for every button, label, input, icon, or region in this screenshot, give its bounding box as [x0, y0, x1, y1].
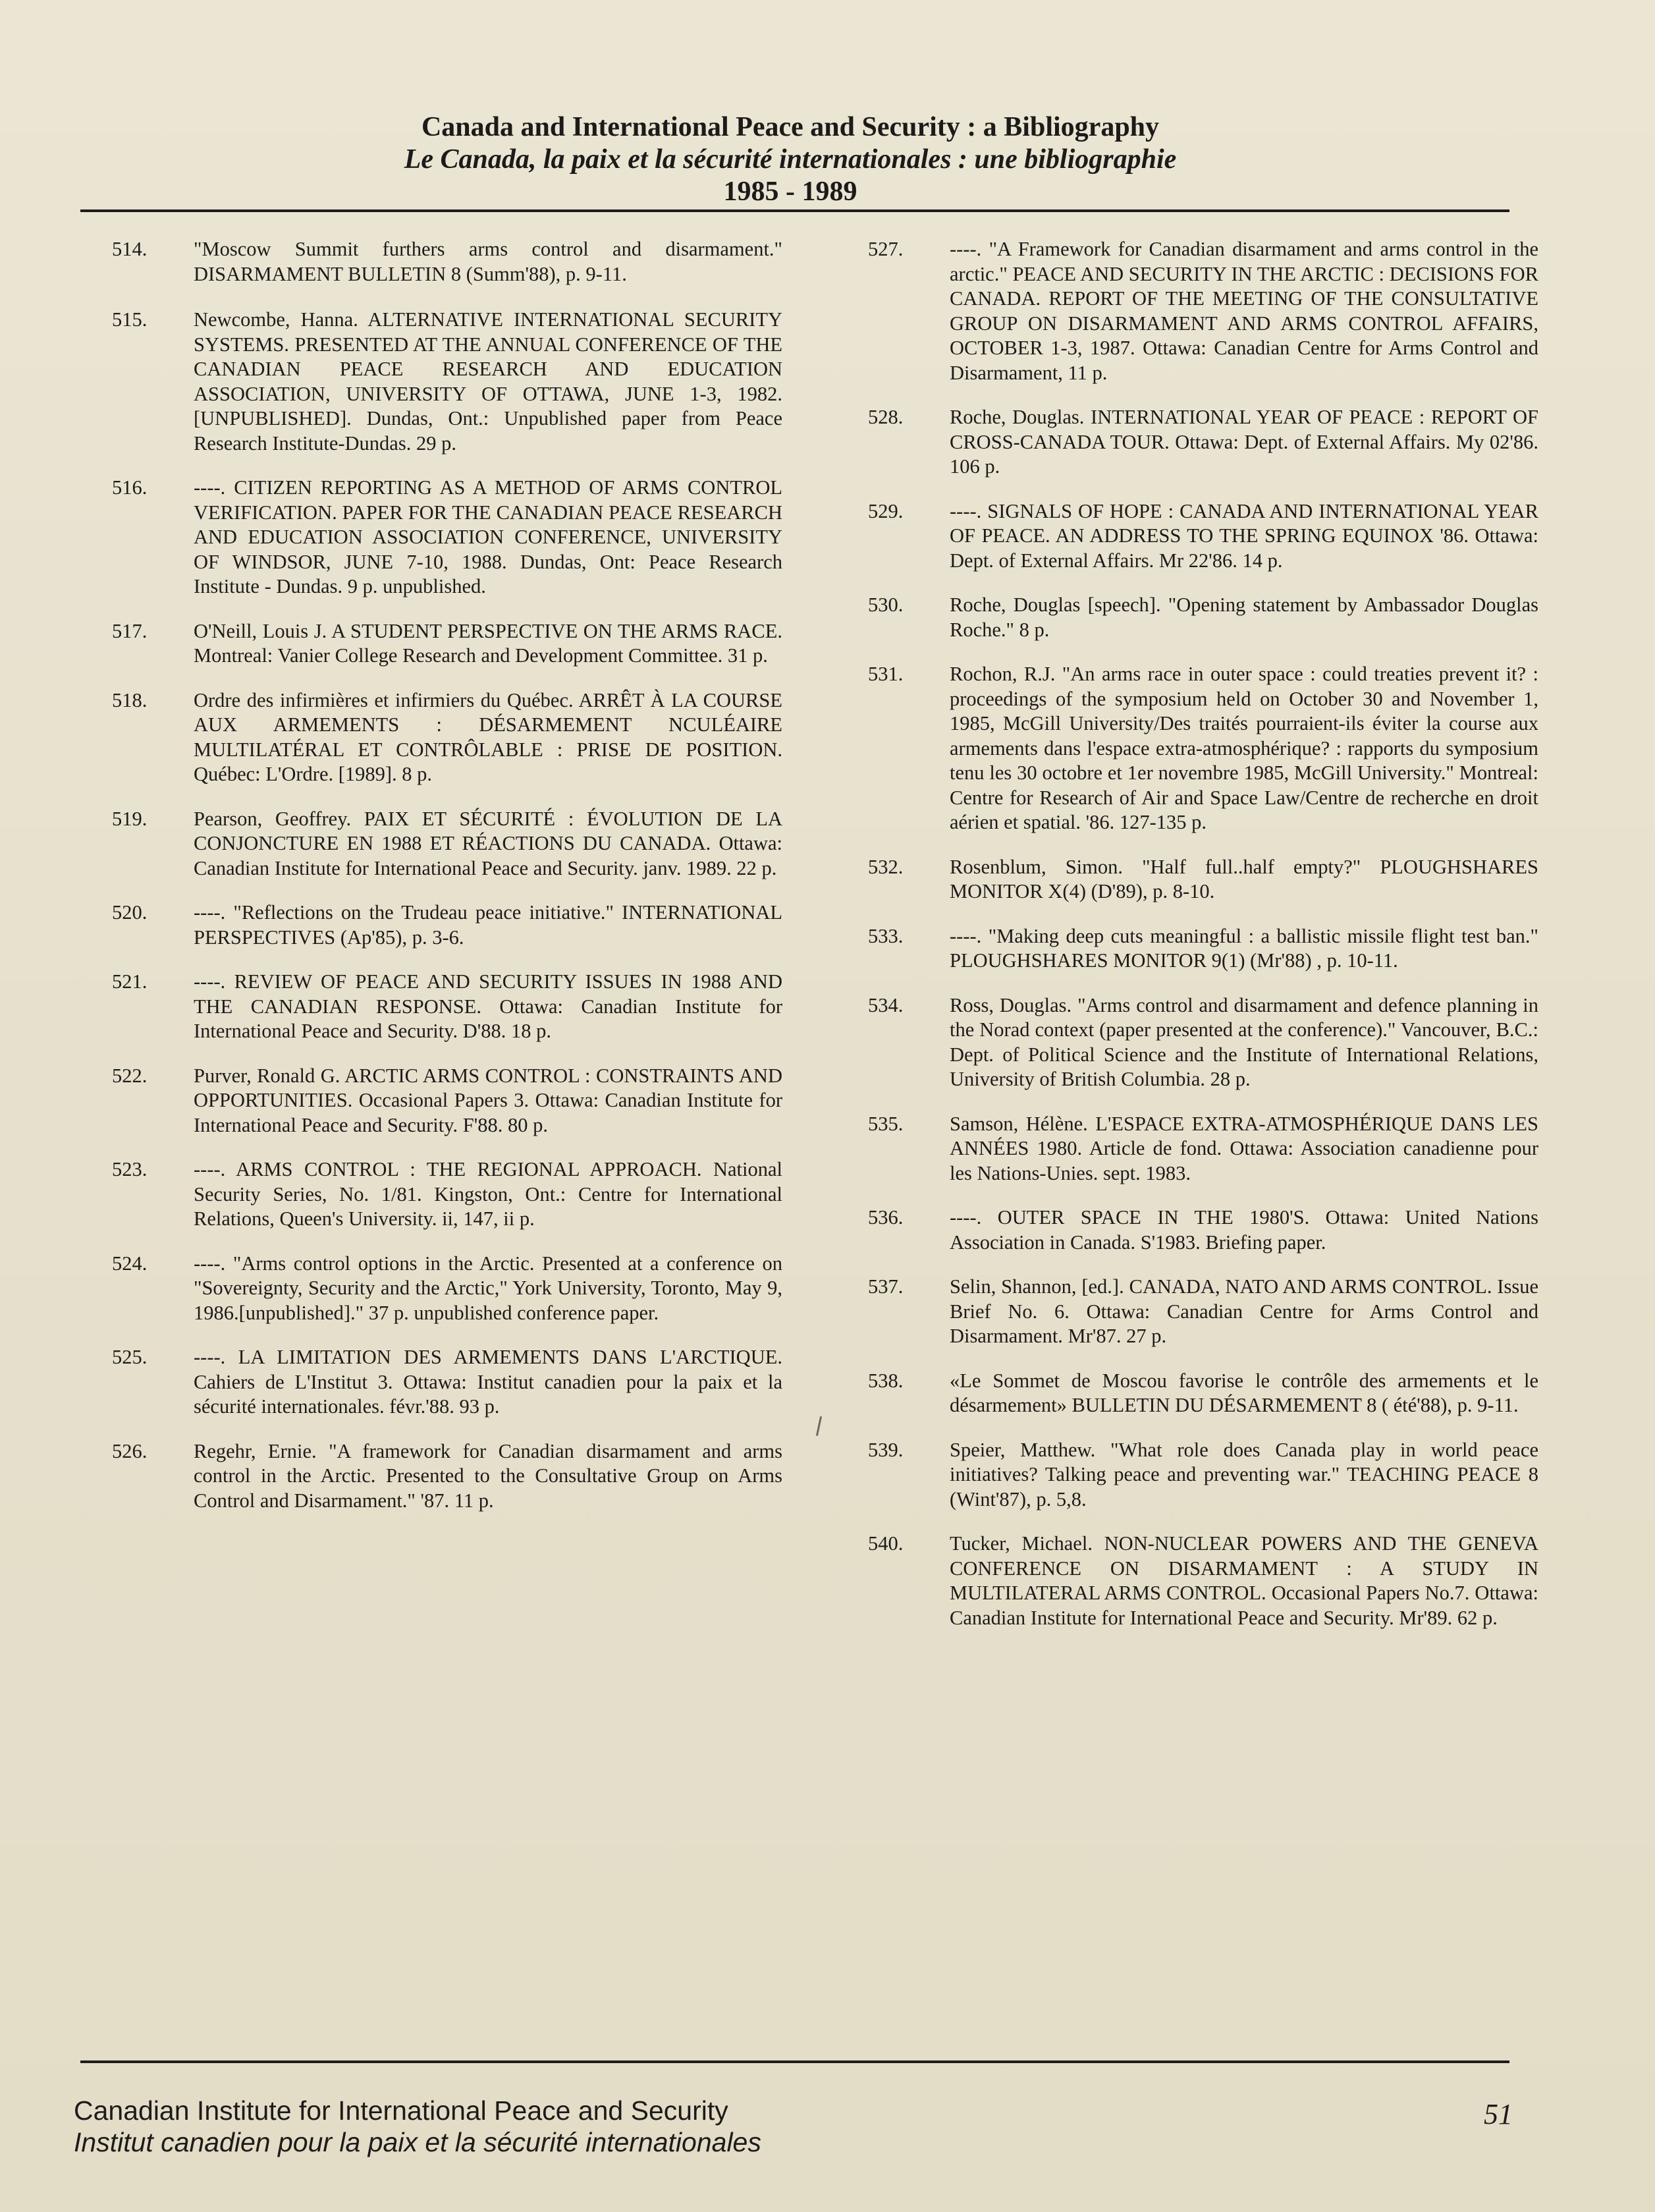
entry-text: Speier, Matthew. "What role does Canada play in world peace initiatives? Talking peace and preventing war." TEACHING PEACE 8 (Wint'87), p. 5,8.: [950, 1438, 1538, 1510]
bib-entry-531: [868, 662, 1538, 835]
bib-entry-517: [112, 619, 782, 669]
entry-number: 523.: [112, 1158, 148, 1180]
entry-text: Samson, Hélène. L'ESPACE EXTRA-ATMOSPHÉRIQUE DANS LES ANNÉES 1980. Article de fond. Ottawa: Association canadienne pour les Nations-Unies. sept. 1983.: [950, 1112, 1538, 1184]
bib-entry-530: [868, 593, 1538, 642]
bib-entry-535: [868, 1112, 1538, 1186]
entry-number: 525.: [112, 1346, 148, 1368]
entry-text: O'Neill, Louis J. A STUDENT PERSPECTIVE ON THE ARMS RACE. Montreal: Vanier College Research and Development Committee. 31 p.: [194, 619, 782, 667]
bib-entry-528: [868, 405, 1538, 480]
entry-text: Selin, Shannon, [ed.]. CANADA, NATO AND ARMS CONTROL. Issue Brief No. 6. Ottawa: Canadian Centre for Arms Control and Disarmament. Mr'87. 27 p.: [950, 1275, 1538, 1347]
bib-entry-526: [112, 1439, 782, 1514]
entry-text: ----. LA LIMITATION DES ARMEMENTS DANS L'ARCTIQUE. Cahiers de L'Institut 3. Ottawa: Institut canadien pour la paix et la sécurité internationales. févr.'88. 93 p.: [194, 1346, 782, 1418]
bib-entry-533: [868, 924, 1538, 974]
bib-entry-525: [112, 1345, 782, 1420]
page-footer: [74, 2095, 761, 2158]
bib-entry-536: [868, 1205, 1538, 1255]
entry-text: Rosenblum, Simon. "Half full..half empty?" PLOUGHSHARES MONITOR X(4) (D'89), p. 8-10.: [950, 855, 1538, 902]
footer-institute-en: Canadian Institute for International Peace and Security: [74, 2095, 728, 2126]
entry-text: "Moscow Summit furthers arms control and disarmament." DISARMAMENT BULLETIN 8 (Summ'88), p. 9-11.: [194, 238, 782, 285]
entry-text: Ordre des infirmières et infirmiers du Québec. ARRÊT À LA COURSE AUX ARMEMENTS : DÉSARMEMENT NCULÉAIRE MULTILATÉRAL ET CONTRÔLABLE : PRISE DE POSITION. Québec: L'Ordre. [1989]. 8 p.: [194, 688, 782, 785]
entry-number: 514.: [112, 238, 148, 260]
header-years: 1985 - 1989: [723, 177, 857, 207]
bib-entry-516: [112, 476, 782, 599]
bib-entry-521: [112, 970, 782, 1044]
bib-entry-524: [112, 1252, 782, 1326]
entry-text: Roche, Douglas. INTERNATIONAL YEAR OF PEACE : REPORT OF CROSS-CANADA TOUR. Ottawa: Dept. of External Affairs. My 02'86. 106 p.: [950, 406, 1538, 478]
entry-text: Rochon, R.J. "An arms race in outer space : could treaties prevent it? : proceedings of the symposium held on October 30 and November 1, 1985, McGill University/Des traités pourraient-ils éviter la course aux armements dans l'espace extra-atmosphérique? : rapports du symposium tenu les 30 octobre et 1er novembre 1985, McGill University." Montreal: Centre for Research of Air and Space Law/Centre de recherche en droit aérien et spatial. '86. 127-135 p.: [950, 663, 1538, 833]
entry-text: ----. "Reflections on the Trudeau peace initiative." INTERNATIONAL PERSPECTIVES (Ap'85), p. 3-6.: [194, 901, 782, 949]
entry-number: 536.: [868, 1206, 904, 1229]
page-number: 51: [1484, 2098, 1513, 2130]
entry-number: 519.: [112, 807, 148, 830]
entry-text: ----. SIGNALS OF HOPE : CANADA AND INTERNATIONAL YEAR OF PEACE. AN ADDRESS TO THE SPRING EQUINOX '86. Ottawa: Dept. of External Affairs. Mr 22'86. 14 p.: [950, 499, 1538, 572]
entry-text: Newcombe, Hanna. ALTERNATIVE INTERNATIONAL SECURITY SYSTEMS. PRESENTED AT THE ANNUAL CONFERENCE OF THE CANADIAN PEACE RESEARCH AND EDUCATION ASSOCIATION, UNIVERSITY OF OTTAWA, JUNE 1-3, 1982.[UNPUBLISHED]. Dundas, Ont.: Unpublished paper from Peace Research Institute-Dundas. 29 p.: [194, 308, 782, 455]
bib-entry-522: [112, 1064, 782, 1138]
bib-entry-540: [868, 1532, 1538, 1630]
entry-text: ----. "Making deep cuts meaningful : a ballistic missile flight test ban." PLOUGHSHARES MONITOR 9(1) (Mr'88) , p. 10-11.: [950, 924, 1538, 972]
entry-number: 530.: [868, 594, 904, 616]
bib-entry-532: [868, 855, 1538, 904]
entry-number: 518.: [112, 688, 148, 711]
entry-text: ----. ARMS CONTROL : THE REGIONAL APPROACH. National Security Series, No. 1/81. Kingston, Ont.: Centre for International Relations, Queen's University. ii, 147, ii p.: [194, 1158, 782, 1230]
entry-number: 529.: [868, 499, 904, 522]
entry-number: 522.: [112, 1064, 148, 1087]
header-title-en: Canada and International Peace and Security : a Bibliography: [421, 112, 1160, 142]
entry-number: 531.: [868, 663, 904, 685]
bib-entry-523: [112, 1157, 782, 1232]
entry-number: 533.: [868, 924, 904, 947]
entry-number: 527.: [868, 238, 904, 260]
entry-number: 537.: [868, 1275, 904, 1298]
entry-number: 526.: [112, 1439, 148, 1462]
entry-number: 517.: [112, 619, 148, 642]
entry-text: Pearson, Geoffrey. PAIX ET SÉCURITÉ : ÉVOLUTION DE LA CONJONCTURE EN 1988 ET RÉACTIONS DU CANADA. Ottawa: Canadian Institute for International Peace and Security. janv. 1989. 22 p.: [194, 807, 782, 879]
entry-text: ----. "Arms control options in the Arctic. Presented at a conference on "Sovereignty, Security and the Arctic," York University, Toronto, May 9, 1986.[unpublished]." 37 p. unpublished conference paper.: [194, 1252, 782, 1324]
entry-text: ----. REVIEW OF PEACE AND SECURITY ISSUES IN 1988 AND THE CANADIAN RESPONSE. Ottawa: Canadian Institute for International Peace and Security. D'88. 18 p.: [194, 970, 782, 1042]
bib-entry-529: [868, 499, 1538, 574]
pen-mark: [816, 1416, 822, 1436]
entry-text: Purver, Ronald G. ARCTIC ARMS CONTROL : CONSTRAINTS AND OPPORTUNITIES. Occasional Papers 3. Ottawa: Canadian Institute for International Peace and Security. F'88. 80 p.: [194, 1064, 782, 1136]
entry-text: Regehr, Ernie. "A framework for Canadian disarmament and arms control in the Arctic. Presented to the Consultative Group on Arms Control and Disarmament." '87. 11 p.: [194, 1439, 782, 1512]
footer-divider: [80, 2060, 1509, 2063]
entry-text: Ross, Douglas. "Arms control and disarmament and defence planning in the Norad context (paper presented at the conference)." Vancouver, B.C.: Dept. of Political Science and the Institute of International Relations, University of British Columbia. 28 p.: [950, 993, 1538, 1090]
entry-number: 539.: [868, 1438, 904, 1461]
entry-text: «Le Sommet de Moscou favorise le contrôle des armements et le désarmement» BULLETIN DU DÉSARMEMENT 8 ( été'88), p. 9-11.: [950, 1369, 1538, 1416]
bib-entry-539: [868, 1438, 1538, 1512]
bib-entry-519: [112, 807, 782, 881]
bib-entry-538: [868, 1369, 1538, 1418]
entry-text: ----. CITIZEN REPORTING AS A METHOD OF ARMS CONTROL VERIFICATION. PAPER FOR THE CANADIAN PEACE RESEARCH AND EDUCATION ASSOCIATION CONFERENCE, UNIVERSITY OF WINDSOR, JUNE 7-10, 1988. Dundas, Ont: Peace Research Institute - Dundas. 9 p. unpublished.: [194, 476, 782, 597]
header-divider: [80, 209, 1509, 212]
bib-entry-515: [112, 308, 782, 456]
entry-number: 516.: [112, 476, 148, 499]
entry-number: 540.: [868, 1532, 904, 1555]
entry-number: 534.: [868, 993, 904, 1016]
entry-number: 532.: [868, 855, 904, 878]
bib-entry-534: [868, 993, 1538, 1092]
header-title-fr: Le Canada, la paix et la sécurité internationales : une bibliographie: [404, 144, 1177, 175]
entry-number: 535.: [868, 1112, 904, 1135]
bib-entry-520: [112, 900, 782, 950]
entry-number: 524.: [112, 1252, 148, 1275]
bib-entry-527: [868, 237, 1538, 385]
page-header: [72, 111, 1508, 208]
left-column: [112, 237, 782, 1513]
bib-entry-537: [868, 1275, 1538, 1349]
entry-number: 521.: [112, 970, 148, 993]
entry-text: ----. "A Framework for Canadian disarmament and arms control in the arctic." PEACE AND SECURITY IN THE ARCTIC : DECISIONS FOR CANADA. REPORT OF THE MEETING OF THE CONSULTATIVE GROUP ON DISARMAMENT AND ARMS CONTROL AFFAIRS, OCTOBER 1-3, 1987. Ottawa: Canadian Centre for Arms Control and Disarmament, 11 p.: [950, 238, 1538, 384]
entry-number: 528.: [868, 406, 904, 428]
entry-number: 515.: [112, 308, 148, 331]
footer-institute-fr: Institut canadien pour la paix et la sécurité internationales: [74, 2127, 761, 2157]
bib-entry-518: [112, 688, 782, 787]
bib-entry-514: [112, 237, 782, 287]
entry-number: 538.: [868, 1369, 904, 1392]
right-column: [868, 237, 1538, 1630]
entry-text: Roche, Douglas [speech]. "Opening statement by Ambassador Douglas Roche." 8 p.: [950, 594, 1538, 641]
entry-number: 520.: [112, 901, 148, 924]
entry-text: Tucker, Michael. NON-NUCLEAR POWERS AND THE GENEVA CONFERENCE ON DISARMAMENT : A STUDY IN MULTILATERAL ARMS CONTROL. Occasional Papers No.7. Ottawa: Canadian Institute for International Peace and Security. Mr'89. 62 p.: [950, 1532, 1538, 1629]
entry-text: ----. OUTER SPACE IN THE 1980'S. Ottawa: United Nations Association in Canada. S'1983. Briefing paper.: [950, 1206, 1538, 1254]
